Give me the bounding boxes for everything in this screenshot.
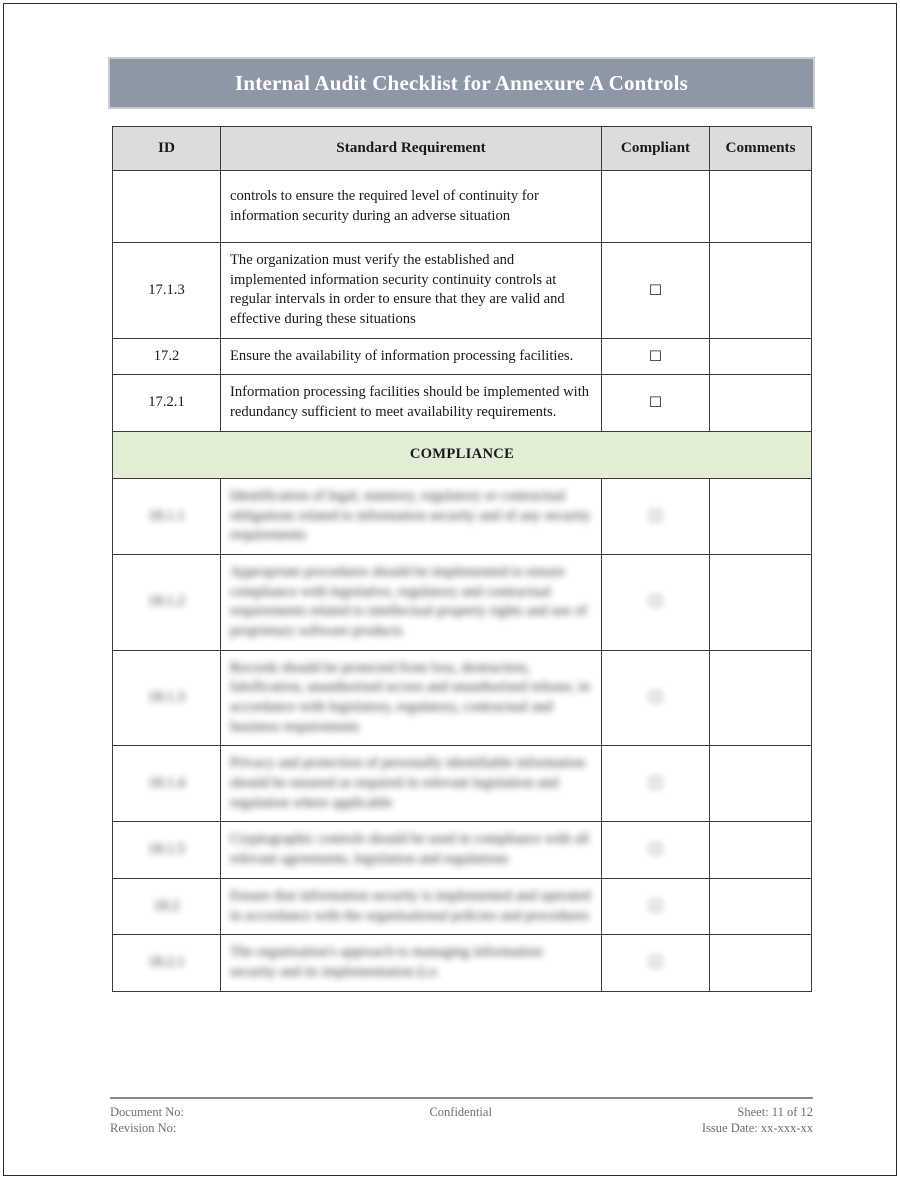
cell-compliant-checkbox[interactable]: ☐: [602, 935, 710, 991]
table-body: [113, 171, 812, 992]
cell-compliant-checkbox[interactable]: ☐: [602, 478, 710, 554]
footer-issue-date: Issue Date: xx-xxx-xx: [701, 1121, 813, 1136]
section-header-row: [113, 431, 812, 478]
page-title: Internal Audit Checklist for Annexure A Controls: [235, 70, 688, 95]
table-row: [113, 375, 812, 431]
cell-requirement: Identification of legal, statutory, regulatory or contractual obligations related to information security and of any security requirements: [221, 478, 602, 554]
cell-requirement: The organisation's approach to managing information security and its implementation (i.e.: [221, 935, 602, 991]
cell-requirement: controls to ensure the required level of continuity for information security during an adverse situation: [221, 171, 602, 243]
cell-comments[interactable]: [710, 554, 812, 650]
page-footer: [110, 1097, 813, 1137]
cell-comments[interactable]: [710, 746, 812, 822]
cell-compliant-checkbox[interactable]: ☐: [602, 554, 710, 650]
table-header-row: [113, 127, 812, 171]
cell-requirement: Records should be protected from loss, destruction, falsification, unauthorised access and unauthorised release, in accordance with legislatory, regulatory, contractual and business requirements: [221, 650, 602, 746]
cell-id: 18.1.4: [113, 746, 221, 822]
cell-requirement: Privacy and protection of personally identifiable information should be ensured as required in relevant legislation and regulation where applicable: [221, 746, 602, 822]
table-row: [113, 746, 812, 822]
cell-compliant-checkbox[interactable]: ☐: [602, 878, 710, 934]
table-row: [113, 878, 812, 934]
audit-checklist-table: [112, 126, 812, 992]
cell-compliant-checkbox[interactable]: ☐: [602, 822, 710, 878]
footer-line-top: [110, 1104, 813, 1120]
column-header-standard-requirement: Standard Requirement: [221, 127, 602, 171]
cell-id: 18.1.5: [113, 822, 221, 878]
cell-id: 18.1.1: [113, 478, 221, 554]
column-header-comments: Comments: [710, 127, 812, 171]
cell-id: 17.2: [113, 338, 221, 375]
cell-id: 18.1.2: [113, 554, 221, 650]
cell-compliant-checkbox[interactable]: [602, 171, 710, 243]
cell-id: 17.1.3: [113, 243, 221, 339]
cell-comments[interactable]: [710, 650, 812, 746]
cell-requirement: The organization must verify the established and implemented information security continuity controls at regular intervals in order to ensure that they are valid and effective during these situations: [221, 243, 602, 339]
cell-id: 18.2.1: [113, 935, 221, 991]
document-title-banner: [108, 57, 815, 109]
table-row: [113, 243, 812, 339]
section-title-compliance: COMPLIANCE: [113, 431, 812, 478]
table-row: [113, 822, 812, 878]
cell-id: 18.1.3: [113, 650, 221, 746]
table-row: [113, 650, 812, 746]
footer-sheet-number: Sheet: 11 of 12: [737, 1105, 813, 1119]
cell-requirement: Ensure that information security is implemented and operated in accordance with the organisational policies and procedures: [221, 878, 602, 934]
cell-requirement: Information processing facilities should be implemented with redundancy sufficient to meet availability requirements.: [221, 375, 602, 431]
table-row: [113, 338, 812, 375]
table-header: [113, 127, 812, 171]
footer-revision-no: Revision No:: [110, 1121, 177, 1136]
cell-compliant-checkbox[interactable]: ☐: [602, 375, 710, 431]
footer-line-bottom: [110, 1120, 813, 1136]
cell-comments[interactable]: [710, 478, 812, 554]
cell-id: 18.2: [113, 878, 221, 934]
table-row: [113, 171, 812, 243]
document-page: [3, 3, 897, 1176]
cell-requirement: Ensure the availability of information processing facilities.: [221, 338, 602, 375]
cell-requirement: Cryptographic controls should be used in compliance with all relevant agreements, legislation and regulations: [221, 822, 602, 878]
cell-compliant-checkbox[interactable]: ☐: [602, 338, 710, 375]
cell-compliant-checkbox[interactable]: ☐: [602, 243, 710, 339]
cell-requirement: Appropriate procedures should be implemented to ensure compliance with legislative, regulatory and contractual requirements related to intellectual property rights and use of proprietary software products: [221, 554, 602, 650]
footer-confidential: Confidential: [429, 1105, 492, 1119]
column-header-id: ID: [113, 127, 221, 171]
table-row: [113, 935, 812, 991]
cell-id: [113, 171, 221, 243]
table-row: [113, 554, 812, 650]
cell-compliant-checkbox[interactable]: ☐: [602, 650, 710, 746]
footer-document-no: Document No:: [110, 1105, 184, 1119]
cell-comments[interactable]: [710, 243, 812, 339]
cell-comments[interactable]: [710, 822, 812, 878]
cell-comments[interactable]: [710, 338, 812, 375]
cell-comments[interactable]: [710, 171, 812, 243]
cell-id: 17.2.1: [113, 375, 221, 431]
column-header-compliant: Compliant: [602, 127, 710, 171]
table-row: [113, 478, 812, 554]
cell-compliant-checkbox[interactable]: ☐: [602, 746, 710, 822]
cell-comments[interactable]: [710, 878, 812, 934]
cell-comments[interactable]: [710, 375, 812, 431]
cell-comments[interactable]: [710, 935, 812, 991]
